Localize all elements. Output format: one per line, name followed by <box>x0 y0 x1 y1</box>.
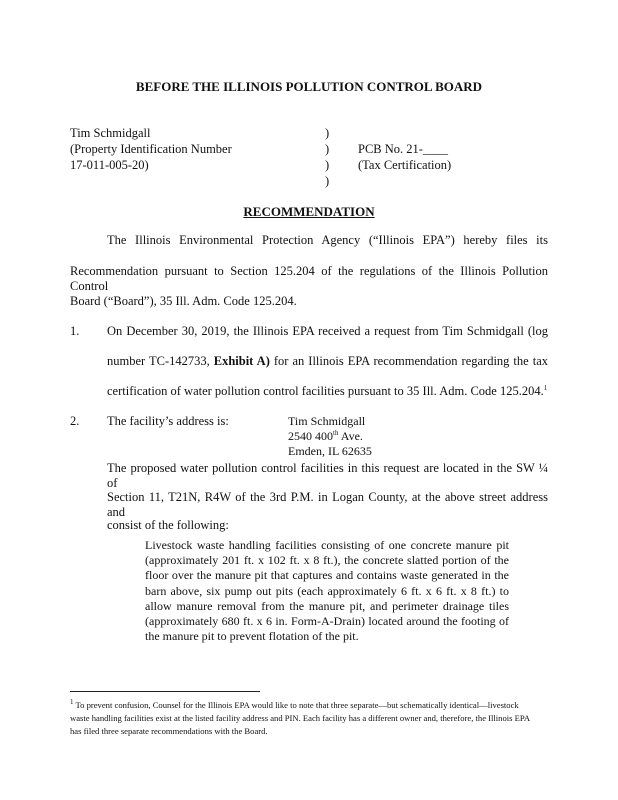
location-line-1: The proposed water pollution control facilities in this request are located in the SW ¼ of <box>107 461 548 490</box>
document-title: BEFORE THE ILLINOIS POLLUTION CONTROL BOARD <box>135 79 483 94</box>
item-2-label: The facility’s address is: <box>107 414 229 428</box>
facility-address <box>288 414 372 459</box>
item-1-line-3-text: certification of water pollution control facilities pursuant to 35 Ill. Adm. Code 125.204. <box>107 384 544 398</box>
caption-parens <box>325 125 329 189</box>
address-name: Tim Schmidgall <box>288 414 366 428</box>
intro-line-2: Recommendation pursuant to Section 125.204 of the regulations of the Illinois Pollution Control <box>70 264 548 293</box>
intro-line-3: Board (“Board”), 35 Ill. Adm. Code 125.204. <box>70 294 297 308</box>
caption-left-line: 17-011-005-20) <box>70 158 149 172</box>
section-heading: RECOMMENDATION <box>243 204 375 219</box>
caption-left-line: (Property Identification Number <box>70 142 232 156</box>
caption-left-line: Tim Schmidgall <box>70 126 151 140</box>
item-1-number: 1. <box>70 324 80 338</box>
footnote-separator <box>70 691 260 692</box>
facility-description: Livestock waste handling facilities consisting of one concrete manure pit (approximately 201 ft. x 102 ft. x 8 ft.), the concrete slatted portion of the floor over the manure pit that captures and contains waste generated in the barn above, six pump out pits (each approximately 6 ft. x 6 ft. x 8 ft.) to allow manure removal from the manure pit, and perimeter drainage tiles (approximately 680 ft. x 6 in. Form-A-Drain) located around the footing of the manure pit to prevent flotation of the pit. <box>145 538 509 644</box>
address-city: Emden, IL 62635 <box>288 444 372 458</box>
caption-right <box>358 141 451 173</box>
footnote-text: To prevent confusion, Counsel for the Illinois EPA would like to note that three separate—but schematically identical—livestock waste handling facilities exist at the listed facility address and PIN. Each facility has a different owner and, therefore, the Illinois EPA has filed three separate recommendations with the Board. <box>70 700 530 736</box>
item-1-line-3 <box>107 384 547 399</box>
footnote <box>70 699 540 738</box>
caption-paren: ) <box>325 126 330 140</box>
caption-left <box>70 125 232 173</box>
item-2-number: 2. <box>70 414 80 428</box>
street-number: 2540 400 <box>288 429 333 443</box>
exhibit-reference: Exhibit A) <box>213 354 270 368</box>
item-1-line-2 <box>107 354 548 369</box>
location-line-2: Section 11, T21N, R4W of the 3rd P.M. in Logan County, at the above street address and <box>107 490 548 519</box>
street-ordinal: th <box>333 429 339 437</box>
street-suffix: Ave. <box>338 429 363 443</box>
location-line-3: consist of the following: <box>107 518 229 532</box>
item-1-line-1: On December 30, 2019, the Illinois EPA received a request from Tim Schmidgall (log <box>107 324 548 338</box>
item-1-line-2-end: for an Illinois EPA recommendation regarding the tax <box>269 354 548 368</box>
footnote-marker: 1 <box>70 698 74 707</box>
intro-line-1: The Illinois Environmental Protection Agency (“Illinois EPA”) hereby files its <box>107 233 548 247</box>
caption-paren: ) <box>325 142 330 156</box>
item-1-line-2-start: number TC-142733, <box>107 354 214 368</box>
footnote-reference: 1 <box>543 383 548 392</box>
caption-paren: ) <box>325 174 330 188</box>
case-type: (Tax Certification) <box>358 158 452 172</box>
address-street <box>288 429 372 444</box>
caption-paren: ) <box>325 158 330 172</box>
case-number: PCB No. 21-____ <box>358 142 448 156</box>
